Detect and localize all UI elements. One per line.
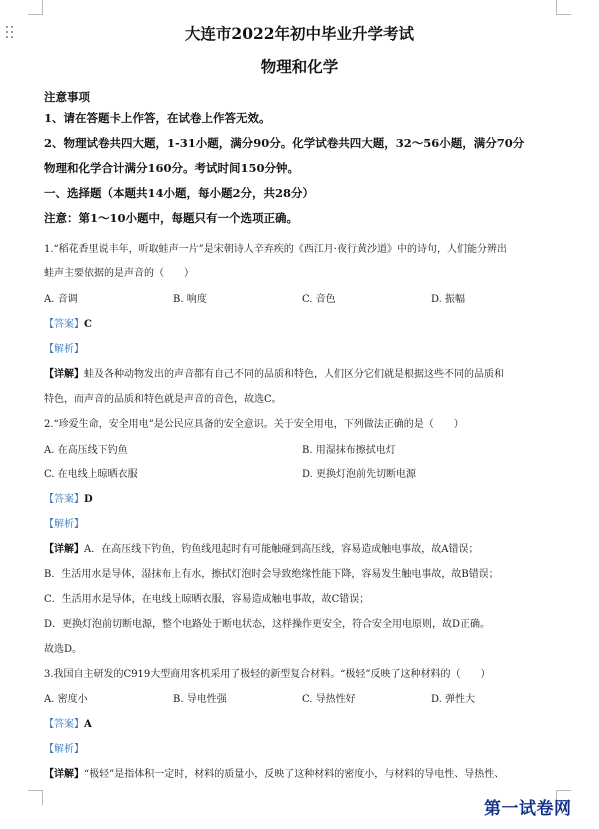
q3-detail-line-1 [44,765,504,780]
detail-label: 【详解】 [44,769,84,780]
q2-detail-line-4: D．更换灯泡前切断电源，整个电路处于断电状态，这样操作更安全，符合安全用电原则，故D正确。 [44,619,491,630]
q2-analysis-label: 【解析】 [44,519,84,530]
detail-label: 【详解】 [44,369,84,380]
q2-answer-row [44,490,93,505]
answer-label: 【答案】 [44,719,84,730]
q1-option-b: B. 响度 [173,294,207,305]
site-watermark: 第一试卷网 [484,799,572,819]
q2-stem: 2.“珍爱生命，安全用电”是公民应具备的安全意识。关于安全用电，下列做法正确的是（ ） [44,419,464,430]
q2-detail-line-3: C．生活用水是导体，在电线上晾晒衣服，容易造成触电事故，故C错误； [44,594,370,605]
crop-mark-top-left [28,0,43,15]
answer-label: 【答案】 [44,494,84,505]
answer-label: 【答案】 [44,319,84,330]
detail-label: 【详解】 [44,544,84,555]
q3-option-c: C. 导热性好 [302,694,356,705]
q3-answer: A [84,719,92,730]
q2-detail-line-2: B．生活用水是导体，湿抹布上有水，擦拭灯泡时会导致绝缘性能下降，容易发生触电事故，故B错误； [44,569,499,580]
q2-conclusion: 故选D。 [44,644,83,655]
q2-detail-line-1 [44,540,478,555]
q3-option-d: D. 弹性大 [431,694,476,705]
q1-detail-line-2: 特色，而声音的品质和特色就是声音的音色，故选C。 [44,394,282,405]
q1-answer: C [84,319,92,330]
q1-detail-line-1 [44,365,504,380]
q2-option-b: B. 用湿抹布擦拭电灯 [302,445,396,456]
crop-mark-top-right [556,0,571,15]
notes-item-2a: 2、物理试卷共四大题，1-31小题，满分90分。化学试卷共四大题，32～56小题，满分70分 [44,136,525,150]
q3-answer-row [44,715,92,730]
q1-option-a: A. 音调 [44,294,78,305]
q2-option-a: A. 在高压线下钓鱼 [44,445,128,456]
q1-answer-row [44,315,92,330]
q1-stem-line-1: 1.“稻花香里说丰年，听取蛙声一片”是宋朝诗人辛弃疾的《西江月·夜行黄沙道》中的诗句，人们能分辨出 [44,244,507,255]
q2-option-d: D. 更换灯泡前先切断电源 [302,469,417,480]
document-subtitle: 物理和化学 [260,57,339,76]
notes-heading: 注意事项 [44,90,90,104]
q3-option-b: B. 导电性强 [173,694,227,705]
q1-stem-line-2: 蛙声主要依据的是声音的（ ） [44,268,194,279]
q2-answer: D [84,494,93,505]
section-heading: 一、选择题（本题共14小题，每小题2分，共28分） [44,186,315,200]
notes-item-1: 1、请在答题卡上作答，在试卷上作答无效。 [44,111,271,125]
q2-detail-text-1: A．在高压线下钓鱼，钓鱼线甩起时有可能触碰到高压线，容易造成触电事故，故A错误； [84,544,479,555]
document-title: 大连市2022年初中毕业升学考试 [184,24,415,43]
q3-detail-text-1: “极轻”是指体积一定时，材料的质量小，反映了这种材料的密度小，与材料的导电性、导热性、 [84,769,505,780]
q3-stem: 3.我国自主研发的C919大型商用客机采用了极轻的新型复合材料。“极轻”反映了这种材料的（ ） [44,669,491,680]
q1-detail-text-1: 蛙及各种动物发出的声音都有自己不同的品质和特色，人们区分它们就是根据这些不同的品质和 [84,369,504,380]
notes-item-2b: 物理和化学合计满分160分。考试时间150分钟。 [44,161,300,175]
q1-option-c: C. 音色 [302,294,336,305]
section-note: 注意：第1～10小题中，每题只有一个选项正确。 [44,211,299,225]
q1-analysis-label: 【解析】 [44,344,84,355]
q2-option-c: C. 在电线上晾晒衣服 [44,469,138,480]
q3-option-a: A. 密度小 [44,694,88,705]
q3-analysis-label: 【解析】 [44,744,84,755]
q1-option-d: D. 振幅 [431,294,466,305]
crop-mark-bottom-left [28,790,43,805]
